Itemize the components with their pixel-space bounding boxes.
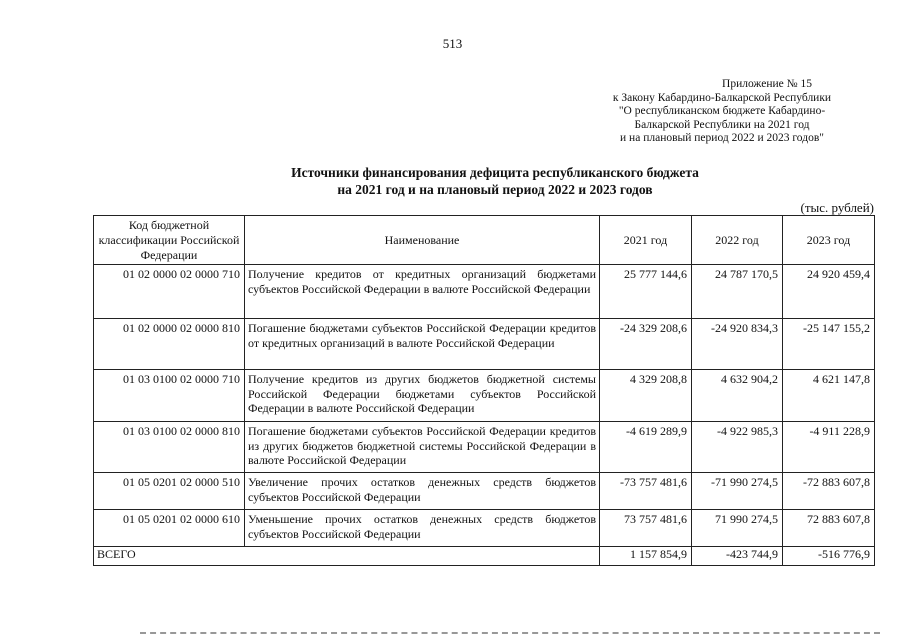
row-value-2021: -73 757 481,6 — [600, 473, 692, 510]
row-code: 01 05 0201 02 0000 510 — [94, 473, 245, 510]
table-row — [94, 422, 875, 473]
row-value-2021: 73 757 481,6 — [600, 510, 692, 547]
row-value-2022: 71 990 274,5 — [692, 510, 783, 547]
total-value-2021: 1 157 854,9 — [600, 547, 692, 566]
title-line: Источники финансирования дефицита республиканского бюджета — [291, 165, 699, 180]
row-value-2023: -72 883 607,8 — [783, 473, 875, 510]
row-value-2023: 72 883 607,8 — [783, 510, 875, 547]
total-label: ВСЕГО — [94, 547, 600, 566]
document-title — [0, 165, 905, 198]
header-code: Код бюджетной классификации Российской Федерации — [94, 216, 245, 265]
row-value-2022: -4 922 985,3 — [692, 422, 783, 473]
header-2023: 2023 год — [783, 216, 875, 265]
scan-artifact — [140, 632, 880, 637]
table-row — [94, 370, 875, 422]
appendix-line: и на плановый период 2022 и 2023 годов" — [620, 132, 824, 144]
appendix-line: Приложение № 15 — [722, 78, 812, 90]
row-value-2023: 24 920 459,4 — [783, 265, 875, 319]
row-name: Уменьшение прочих остатков денежных средств бюджетов субъектов Российской Федерации — [245, 510, 600, 547]
row-value-2023: -4 911 228,9 — [783, 422, 875, 473]
row-value-2022: 24 787 170,5 — [692, 265, 783, 319]
table-header-row — [94, 216, 875, 265]
total-value-2022: -423 744,9 — [692, 547, 783, 566]
header-name: Наименование — [245, 216, 600, 265]
total-value-2023: -516 776,9 — [783, 547, 875, 566]
row-value-2023: 4 621 147,8 — [783, 370, 875, 422]
table-row — [94, 510, 875, 547]
row-name: Увеличение прочих остатков денежных средств бюджетов субъектов Российской Федерации — [245, 473, 600, 510]
row-value-2022: -71 990 274,5 — [692, 473, 783, 510]
row-code: 01 05 0201 02 0000 610 — [94, 510, 245, 547]
financing-table — [93, 215, 875, 566]
header-2021: 2021 год — [600, 216, 692, 265]
row-value-2022: -24 920 834,3 — [692, 319, 783, 370]
row-value-2021: 25 777 144,6 — [600, 265, 692, 319]
row-code: 01 02 0000 02 0000 710 — [94, 265, 245, 319]
row-value-2022: 4 632 904,2 — [692, 370, 783, 422]
appendix-line: "О республиканском бюджете Кабардино- — [618, 105, 826, 117]
table-row — [94, 265, 875, 319]
row-code: 01 03 0100 02 0000 710 — [94, 370, 245, 422]
row-name: Погашение бюджетами субъектов Российской Федерации кредитов от кредитных организаций в валюте Российской Федерации — [245, 319, 600, 370]
units-label: (тыс. рублей) — [800, 200, 874, 215]
row-name: Получение кредитов от кредитных организаций бюджетами субъектов Российской Федерации в валюте Российской Федерации — [245, 265, 600, 319]
row-value-2021: 4 329 208,8 — [600, 370, 692, 422]
row-name: Погашение бюджетами субъектов Российской Федерации кредитов из других бюджетов бюджетной системы Российской Федерации в валюте Российской Федерации — [245, 422, 600, 473]
header-2022: 2022 год — [692, 216, 783, 265]
row-value-2021: -24 329 208,6 — [600, 319, 692, 370]
total-row — [94, 547, 875, 566]
table-row — [94, 319, 875, 370]
row-value-2021: -4 619 289,9 — [600, 422, 692, 473]
page-number: 513 — [442, 36, 463, 51]
title-line: на 2021 год и на плановый период 2022 и 2023 годов — [337, 181, 653, 197]
appendix-header — [572, 78, 872, 146]
appendix-line: к Закону Кабардино-Балкарской Республики — [612, 91, 832, 104]
appendix-line: Балкарской Республики на 2021 год — [634, 118, 810, 131]
row-name: Получение кредитов из других бюджетов бюджетной системы Российской Федерации бюджетами субъектов Российской Федерации в валюте Российской Федерации — [245, 370, 600, 422]
row-value-2023: -25 147 155,2 — [783, 319, 875, 370]
table-row — [94, 473, 875, 510]
row-code: 01 03 0100 02 0000 810 — [94, 422, 245, 473]
row-code: 01 02 0000 02 0000 810 — [94, 319, 245, 370]
